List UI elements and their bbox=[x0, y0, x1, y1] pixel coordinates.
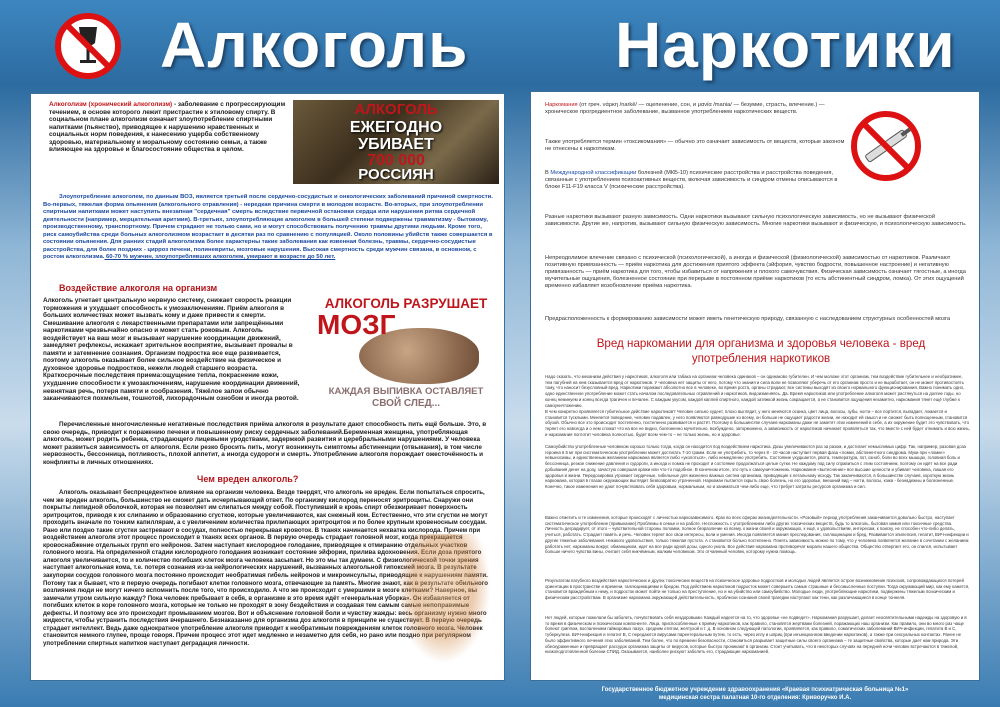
header-left bbox=[0, 0, 505, 86]
poster2-line3: КАЖДАЯ ВЫПИВКА ОСТАВЛЯЕТ bbox=[328, 386, 484, 397]
drugs-intro-text: (от греч. νάρκη /narkē/ — оцепенение, сон, и μανία /mania/ — безумие, страсть, влечение.) — хроническое прогредиентное заболевание, вызванное употреблением наркотических веществ. bbox=[545, 102, 825, 116]
drugs-harm-heading: Вред наркомании для организма и здоровья человека - вред употребления наркотиков bbox=[596, 337, 926, 365]
drugs-p5: Непреодолимое влечение связано с психической (психологической), а иногда и физической (физиологической) зависимостью от наркотиков. Различают позитивную привязанность — приём наркотика для достижения приятого эффекта (эйфория, чувство бодрости, повышенное настроение) и негативную привязанность — приём наркотика для того, чтобы избавиться от напряжения и плохого самочувствия. Физическая зависимость означает тягостные, а иногда мучительные ощущения, болезненное состояние при перерыве в постоянном приёме наркотиков (то есть абстинентный синдром, ломка). От этих ощущений временно избавляет возобновление приёма наркотика. bbox=[545, 255, 966, 290]
footer-line1: Государственное бюджетное учреждение здравоохранения «Краевая психиатрическая больница №1» bbox=[601, 687, 909, 693]
drugs-s1: Надо сказать, что механизм действия у наркотиков, алкоголя или табака на организм человека одинаков – он одинаково губителен. И чем моложе этот организм, тем воздействие губительнее и необратимее, тем пагубней на нем сказывается вред от наркотиков. У человека нет защиты от него, потому что знания и сила воли не позволяют уберечь от его организм просто и не выработает, он не может противостоять тому, что наносит безусловный вред. Наркотики поражают абсолютно все в человеке, во время роста, органы страдают, все системы выходят из своего нормального функционирования. Важно понимать одно, одно единственное употребление может стать началом последовательных отравлений и наркотиков, видоизменяясь. Да. Время наркотиков или употребление алкоголя может растянуться на долгие годы, но конец неминуем и конец всегда трагичен и печален. С каждым укусом, каждой каплей спиртного, каждой затяжкой жизнь сокращается, а не становится ощущения незаметно, наркомания тянет ещё глубже к самоуничтожению. bbox=[545, 374, 965, 408]
page-title-alcohol: Алкоголь bbox=[160, 9, 469, 81]
harm-body: Алкоголь оказывает беспрецедентное влияние на организм человека. Везде твердят, что алкоголь не вреден. Если попытаться спросить, чем же вреден алкоголь, большинство не сможет дать исчерпывающий ответ. По организму кислород переносят эритроциты. Снаружи они покрыты липидной оболочкой, которая не позволяет им слипаться между собой. Поступивший в кровь спирт обезжиривает поверхность эритроцитов, приводя к их слипанию и образованию сгустков, которые увеличиваются, как снежный ком. Естественно, что эти сгустки не могут проходить вначале по тонким капиллярам, а с увеличением количества прилипающих эритроцитов и по более крупным кровеносным сосудам. Рано или поздно такие сгустки застревают в сосудах, полностью перекрывая кровоток. В тканях начинается нехватка кислорода. Причем при воздействием алкоголя этот процесс происходит в тканях всех органов. В первую очередь страдает головной мозг, когда прекращается кровоснабжение отдельных групп его нейронов. Затем наступает кислородное голодание, приводящее к отмиранию отдельных участков головного мозга. На определенной стадии кислородного голодания возникает состояние эйфории, прилива вдохновения. Если доза приятого алкоголя увеличивается, то и количество погибших клеток мозга человека засыпает. Но это мы так думаем. С физиологической точки зрения наступает алкогольная кома, т.е. потеря сознания из-за нейрологических нарушений, вызванных алкогольной гипоксией мозга. В результате закупорки сосудов головного мозга постоянно происходит необратимая гибель нейронов и микроинсульты, приводящие к нарушениям памяти. Потому так и бывает, что в первую очередь погибают клетки головного мозга, отвечающие за память. Многие знают, как в результате обильного возлияния люди не могут ничего вспомнить после того, что происходило. А что же происходит с умершими в мозге клетками? Наверное, вы замечали утром сильную жажду? Пока человек пребывает в себя, в организме в это время идёт «генеральная уборка». Он избавляется от погибших клеток в коре головного мозга, которые не только не проходят в зону бездействия и создавая тем самым самые непоправимые дефекты. И поэтому все это происходит промыванием мозгов. Вот и объяснение головной боли и чувству жажды: весь организму нужно много жидкости, чтобы устранить последствия вчерашнего. Безнаказанно для организма доз алкоголя в принципе не существует. В первую очередь страдает интеллект. Ведь даже однократное употребление алкоголя приводит к необратимым повреждениям клеток головного мозга. Человек становится немного глупее, проще говоря. Причем процесс этот идет медленно и незаметно для себя, но рано или поздно при регулярном употреблении спиртных напитков наступает деградация личности. bbox=[43, 489, 488, 647]
human-anatomy-image bbox=[396, 534, 491, 664]
alcohol-intro-term: Алкоголизм (хронический алкоголизм) bbox=[49, 101, 173, 108]
longterm-text bbox=[43, 421, 494, 466]
page-title-drugs: Наркотики bbox=[615, 9, 956, 81]
alcohol-panel bbox=[30, 93, 505, 681]
poster1-line2: ЕЖЕГОДНО bbox=[349, 119, 443, 136]
brain-heading: Воздействие алкоголя на организм bbox=[59, 283, 218, 293]
poster-alcohol-kills bbox=[293, 100, 499, 184]
drugs-p3-prefix: В bbox=[545, 170, 551, 176]
icd-link[interactable]: Международной классификации bbox=[550, 170, 637, 176]
poster1-line4: 700 000 bbox=[367, 152, 425, 169]
alcohol-who-stat: 60-70 % мужчин, злоупотреблявших алкоголем, умирают в возрасте до 50 лет. bbox=[104, 254, 336, 260]
alcohol-intro-text: - заболевание с прогрессирующим течением, в основе которого лежит пристрастие к этиловому спирту. В социальном плане алкоголизм означает злоупотребление спиртными напитками (пьянство), приводящее к нарушению нравственных и социальных норм поведения, к нанесению ущерба собственному здоровью, материальному и моральному состоянию семьи, а также влияющее на здоровье и благосостояние общества в целом. bbox=[49, 101, 286, 154]
drugs-panel bbox=[530, 91, 980, 681]
poster-alcohol-brain bbox=[311, 294, 501, 414]
alcohol-intro bbox=[49, 101, 291, 154]
drugs-p2: Также употребляется термин «токсикомания» — обычно это означает зависимость от веществ, которые законом не отнесены к наркотикам. bbox=[545, 139, 845, 153]
poster1-line3: УБИВАЕТ bbox=[358, 136, 434, 153]
footer bbox=[530, 686, 980, 702]
footer-line2: медицинская сестра палатная 10-го отделения: Криворучко И.А. bbox=[658, 695, 852, 701]
header-right bbox=[515, 0, 1000, 86]
alcohol-who-term: Злоупотребление алкоголем, bbox=[59, 194, 145, 200]
poster2-line4: СВОЙ СЛЕД... bbox=[371, 398, 441, 409]
drugs-s3: Самоубийство употребленные человеком хорошо только тогда, когда он находится под воздействием наркотика. Дозы увеличиваются раз за разом, и достигает немыслимых цифр. Так, например, разовая доза героина в 5 мг при систематическом употреблении может достигать 7-10 грамм. Если не употребить, то через 8 - 10 часов наступает первая фаза «ломки, абстинентного синдрома. Муки при «ломке» невыносимы, и единственным желанием наркомана является либо «уколоться», либо немедленно употребить. Состояние ухудшается, рвота, температура, пот, озноб, боли во всех мышцах, головная боль и бессонница, резкое снижение давления и судороги, а иногда и ломка не проходит и состояние продолжаться целые сутки. Не каждому под силу справиться с этим состоянием, поэтому он идёт на все ради добывания денег на дозу, зачастую совершая кражи или что-то подобное. В конечном итоге, это путь к самоуничтожению. Наркомания «вытеснение» все высшие ценности и убивает человека, лишая его здоровья и жизни. Передозировка угрожает сердечные, гибельные для жизненно важных систем организма, приводящие к летальному исходу. Так заканчиваются, в большинстве случаев, короткую жизнь наркомана, которая в глазах окружающих выглядит безвозвратно утраченной. Наркоман пытается скрыть свою болезнь, но его здоровье, внешний вид – ногти, волосы, кожа - безнадежны и болезненные. Конечно, такое изменения не дают почувствовать себя здоровым, нормальным, но и заниматься чем-либо еще, что требует затраты ресурсов организма и сил. bbox=[545, 444, 966, 489]
drugs-s2: В чем конкретно проявляется губительное действие наркотиков? Человек сильно худеет, плохо выглядит, у него меняются осанка, цвет лица, волосы, зубы, ногти – все портится, выпадает, ломается и становится тусклыми. Меняется поведение, человек подавлен, у него появляются равнодушие ко всему, он больше не ощущает радости жизни, не находит ей смысл и не сможет быть полноценным, становится обузой. Обычно все это происходит постепенно, постепенно развивается и растёт. Поэтому в большинстве случаев наркоманы даже не заметят этих изменений в себе, а их окружение будет это чувствовать, что теряет его навсегда и о нем сложат что на все не видно, болезненно мучительно, возбуждено, заторможено, а зависимость от наркотиков начинает проявляться так, что вместе с ней будет отнимать и всю жизнь, и наркомания поглотит человека полностью, будет всем чем-то – не только жизнь, но и здоровье. bbox=[545, 409, 970, 437]
alcohol-who-text: по данным ВОЗ, является третьей после сердечно-сосудистых и онкологических заболеваний причиной смертности. Во-первых, тяжелая форма опьянения (алкогольного отравления) - нередкая причина смерти в молодом возрасте. Во-вторых, при злоупотреблении спиртными напитками может наступить внезапная "сердечная" смерть вследствие первичной остановки сердца или нарушения ритма сердечной деятельности (например, мерцательная аритмия). В-третьих, злоупотребляющие алкоголем в большей степени подвержены травматизму - бытовому, производственному, транспортному. Причем страдают не только сами, но и могут способствовать получению травмы другими людьми. Кроме того, риск самоубийства среди больных алкоголизмом возрастает в десятки раз по сравнению с популяцией. Около половины убийств также совершается в состоянии опьянения. Для ранних стадий алкоголизма более характерны такие заболевания как язвенная болезнь, травмы, сердечно-сосудистые расстройства, для более поздних - цирроз печени, полиневриты, мозговые нарушения. Высокая смертность среди мужчин связана, в основном, с ростом алкоголизма. bbox=[43, 194, 493, 260]
poster2-line1: АЛКОГОЛЬ РАЗРУШАЕТ bbox=[324, 296, 488, 311]
drugs-s5: Результатом пагубного воздействия наркотических и других токсических веществ на психическое здоровье подростков и молодых людей является острое возникновение психозов, сопровождающихся потерей ориентации в пространстве и времени, галлюцинациями и бредом. Под действием наркотиков подросток может совершить самые страшные и бессмысленные поступки. Тогда окружающий мир, как ему кажется, становится враждебным к нему, и подросток может пойти не только на преступление, но и на убийство или самоубийство. Молодые люди, употребляющие наркотики, подвержены тяжелым психическим и физическим расстройствам. В организме наркомана окружающей действительность, проблески сознания своей трагедии наступают как тени, как различающиеся в конце тоннеля. bbox=[545, 578, 970, 601]
poster2-line2: МОЗГ bbox=[317, 309, 396, 340]
drugs-p3 bbox=[545, 170, 845, 191]
drugs-p4: Разные наркотики вызывают разную зависимость. Одни наркотики вызывают сильную психологическую зависимость, но не вызывают физической зависимости. Другие же, напротив, вызывают сильную физическую зависимость. Многие наркотики вызывают и физическую, и психологическую зависимость. bbox=[545, 214, 967, 228]
poster1-line1: АЛКОГОЛЬ bbox=[354, 101, 438, 118]
drugs-s6: Нет людей, которые пожелали бы заболеть, почувствовать себя нездоровыми. Каждый надеется на то, что здоровье «не подведет». Наркомания разрушает, делает неосвятительными надежды на здоровую и в то время в физическом и психическом компоненте. Лица, приспособленные к приёму наркотиков, как правило, становятся жертвами болезней, поражающих наш организм. Как правило, они во много раз чаще болеют гриппом, воспалением гайморовых пазух, средним отитом, желтухой и т. д. В основном следующей патологии, проявляется, как правило, соматических заболеваний ВИЧ-инфекции, гепатита В и С, туберкулеза. ВИЧ-инфекция и гепатит В, С передаются вирусами парентеральным путем, то есть, через иглу и шприц (при инъекционном введении наркотиков), а также при сексуальных контактах. Ранее не было эффективного лечения этих заболеваний. Тем более, что по времени безопасности, становиться разрывает защитные силы своего организма – те защитные свойства, которые дает нам природа. Эти обескураженные и превращает рассудок организма защиты от вирусов, которые быстро проникают в организм. Стоит учитывать, что в некоторых случаях на передней ночи человек встречаются в тяжелой, низкоподготовленной болезни СПИД. Оказывается, наиболее рискуют заболеть его, страдающие наркоманией. bbox=[545, 615, 967, 655]
drugs-p6: Предрасположенность к формированию зависимости может иметь генетическую природу, связанную с наследованием структурных особенностей мозга bbox=[545, 316, 951, 322]
alcohol-who-section bbox=[43, 194, 494, 262]
drugs-intro bbox=[545, 102, 845, 116]
harm-heading: Чем вреден алкоголь? bbox=[197, 474, 299, 484]
no-alcohol-icon bbox=[55, 13, 121, 79]
drugs-p3-text: болезней (МКБ-10) психические расстройства и расстройства поведения, связанные с употреблением психоактивных веществ, включая зависимость и синдром отмены описываются в блоке F11-F19 класса V (психические расстройства). bbox=[545, 170, 838, 191]
drugs-intro-term: Наркомания bbox=[545, 102, 578, 108]
brain-text: Алкоголь угнетает центральную нервную систему, снижает скорость реакции торможения и ухудшает способность к умозаключениям. Приём алкоголя в больших количествах может вызвать кому и даже привести к смерти. Смешивание алкоголя с лекарственными препаратами или запрещёнными наркотиками чрезвычайно опасно и может стать роковым. Алкоголь воздействует на ваш мозг и вызывает нарушение координации движений, замедляет рефлексы, искажает зрительное восприятие, вызывает провалы в памяти и затемнение сознания. Организм подростка все еще развивается, поэтому алкоголь оказывает более сильное воздействие на физическое и духовное здоровье подростков, нежели людей старшего возраста. Краткосрочные последствия приема:ощущение тепла, покраснение кожи, ухудшение способности к умозаключениям, нарушение координации движений, невнятная речь, потеря памяти и сообразения. Тяжёлое запои обычно заканчиваются похмельем, тошнотой, лихорадочным ознобом и иногда рвотой. bbox=[43, 297, 300, 403]
drugs-s4: Важно отметить и те изменения, которые происходят с личностью наркозависимого. Крах во всех сферах жизнедеятельности. «Розовый» период употребления заканчивается довольно быстро, наступает систематическое употребление (привыкание).Проблемы в семье и на работе. Несложность с употреблением либо других токсических веществ, будь то алкоголь, бытовая химия или токсичные средства. Личность деградирует, от этого – чувствительной стороны поломки, полное безразличие ко всему. к жизни своей и окружающих, к ещё, к удовольствиям, интересам, к поиску, не способен что-либо делать, учиться, работать. Страдает память и речь. Человек теряет все свои интересы, воли и умения. Иногда появляется мания преследования, галлюцинации и бред. Развивается эпилепсия, гепатит, ВИЧ-инфекции и другие тяжелые заболевания. Никакого удовольствия, только тяжелая пустота. А становится больно постепенно. Понять зависимость можно по тому, что у человека появляется желание в сочетании с желанием работать нет, наркоманы вокруг, обманщиком, идет на все ради одной дозы, одного укола. Все действия наркомана противоречат морали нашего общества. Общество отвергает его, он спился, испытывает больше ничего чувства вины, считает себя никчёмным, жалким человеком. Это отчаянный человек, которому нужна помощь. bbox=[545, 515, 969, 555]
longterm-body: Перечисленные многочисленные негативные последствия приёма алкоголя в результате дают способность пить ещё больше. Это, в свою очередь, приводит к поражению печени и повышенному риску сердечных заболеваний.Беременная женщина, употребляющая алкоголь, может родить ребенка, страдающего лицевыми уродствами, задержкой развития и церебральными нарушениями. У человека может развиться зависимость от алкоголя. Если резко бросить пить, могут возникнуть симптомы абстиненции (отвыкания), в том числе нервозность, бессонница, потливость, плохой аппетит, а иногда судороги и смерть. Употребление алкоголя порождает ожесточённость и конфликты в личных отношениях. bbox=[43, 421, 487, 466]
no-drugs-icon bbox=[849, 109, 923, 183]
poster1-line5: РОССИЯН bbox=[358, 166, 434, 183]
